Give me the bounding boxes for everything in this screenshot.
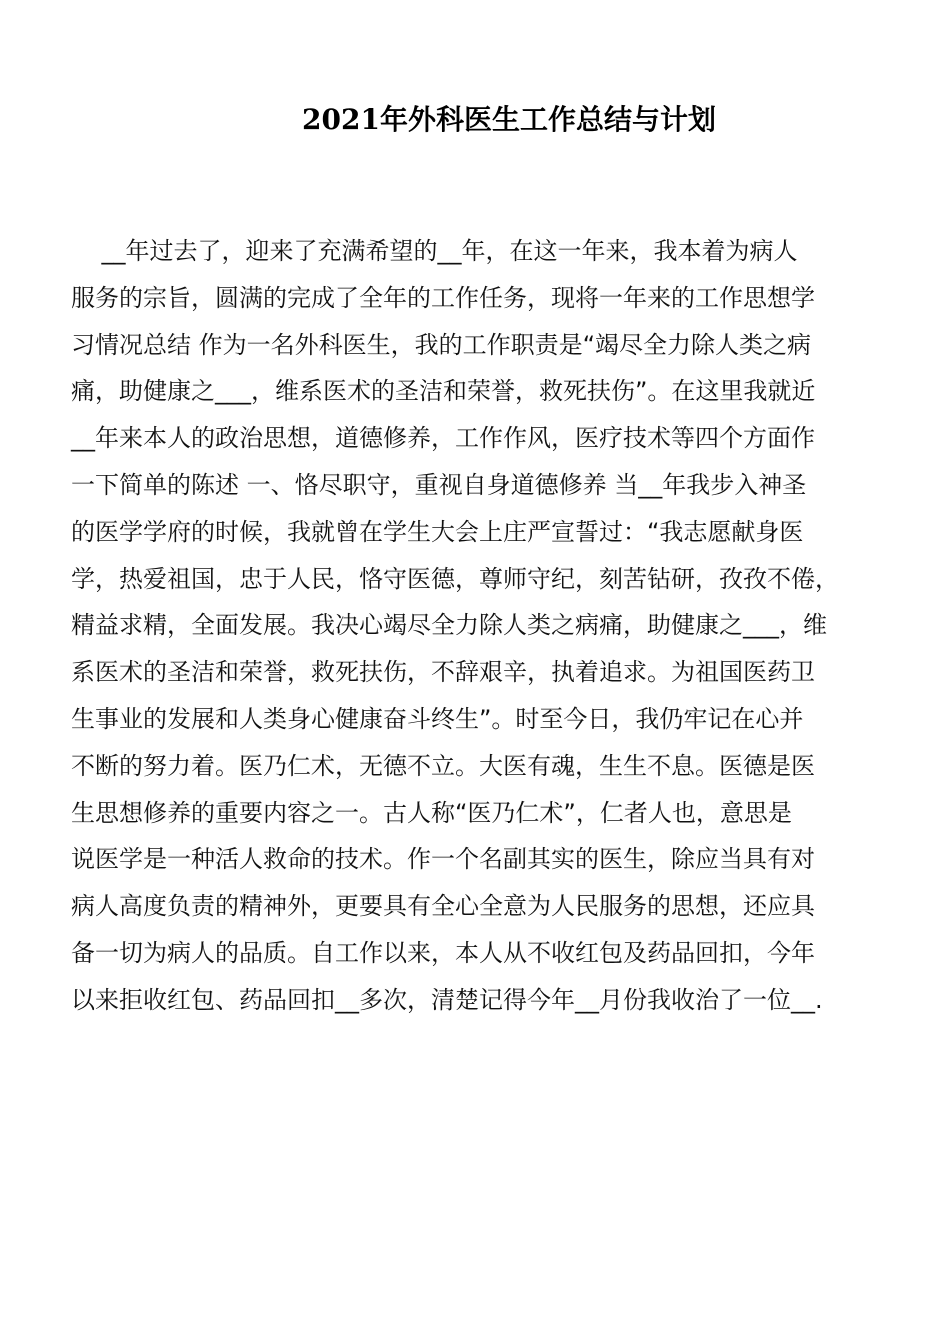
body-line: 不断的努力着。医乃仁术，无德不立。大医有魂，生生不息。医德是医 [71, 751, 815, 780]
body-line: 系医术的圣洁和荣誉，救死扶伤，不辞艰辛，执着追求。为祖国医药卫 [71, 658, 815, 687]
document-title: 2021年外科医生工作总结与计划 [302, 103, 716, 136]
body-line: 病人高度负责的精神外，更要具有全心全意为人民服务的思想，还应具 [71, 892, 815, 921]
body-line: 痛，助健康之___，维系医术的圣洁和荣誉，救死扶伤”。在这里我就近 [71, 377, 816, 406]
body-line: 生事业的发展和人类身心健康奋斗终生”。时至今日，我仍牢记在心并 [71, 704, 804, 733]
body-line: 精益求精，全面发展。我决心竭尽全力除人类之病痛，助健康之___，维 [71, 611, 827, 640]
body-line: __年来本人的政治思想，道德修养，工作作风，医疗技术等四个方面作 [71, 424, 815, 453]
body-line: 备一切为病人的品质。自工作以来，本人从不收红包及药品回扣，今年 [71, 938, 815, 967]
body-line: 说医学是一种活人救命的技术。作一个名副其实的医生，除应当具有对 [71, 845, 815, 874]
body-line: 生思想修养的重要内容之一。古人称“医乃仁术”，仁者人也，意思是 [71, 798, 792, 827]
body-line: 的医学学府的时候，我就曾在学生大会上庄严宣誓过：“我志愿献身医 [71, 517, 804, 546]
body-line: 以来拒收红包、药品回扣__多次，清楚记得今年__月份我收治了一位__. [71, 985, 823, 1014]
body-line: 学，热爱祖国，忠于人民，恪守医德，尊师守纪，刻苦钻研，孜孜不倦， [71, 564, 839, 593]
body-line: __年过去了，迎来了充满希望的__年，在这一年来，我本着为病人 [71, 237, 798, 265]
document-body [71, 228, 886, 1024]
body-line: 一下简单的陈述 一、恪尽职守，重视自身道德修养 当__年我步入神圣 [71, 470, 807, 499]
body-line: 服务的宗旨，圆满的完成了全年的工作任务，现将一年来的工作思想学 [71, 283, 815, 312]
body-line: 习情况总结 作为一名外科医生，我的工作职责是“竭尽全力除人类之病 [71, 330, 812, 359]
